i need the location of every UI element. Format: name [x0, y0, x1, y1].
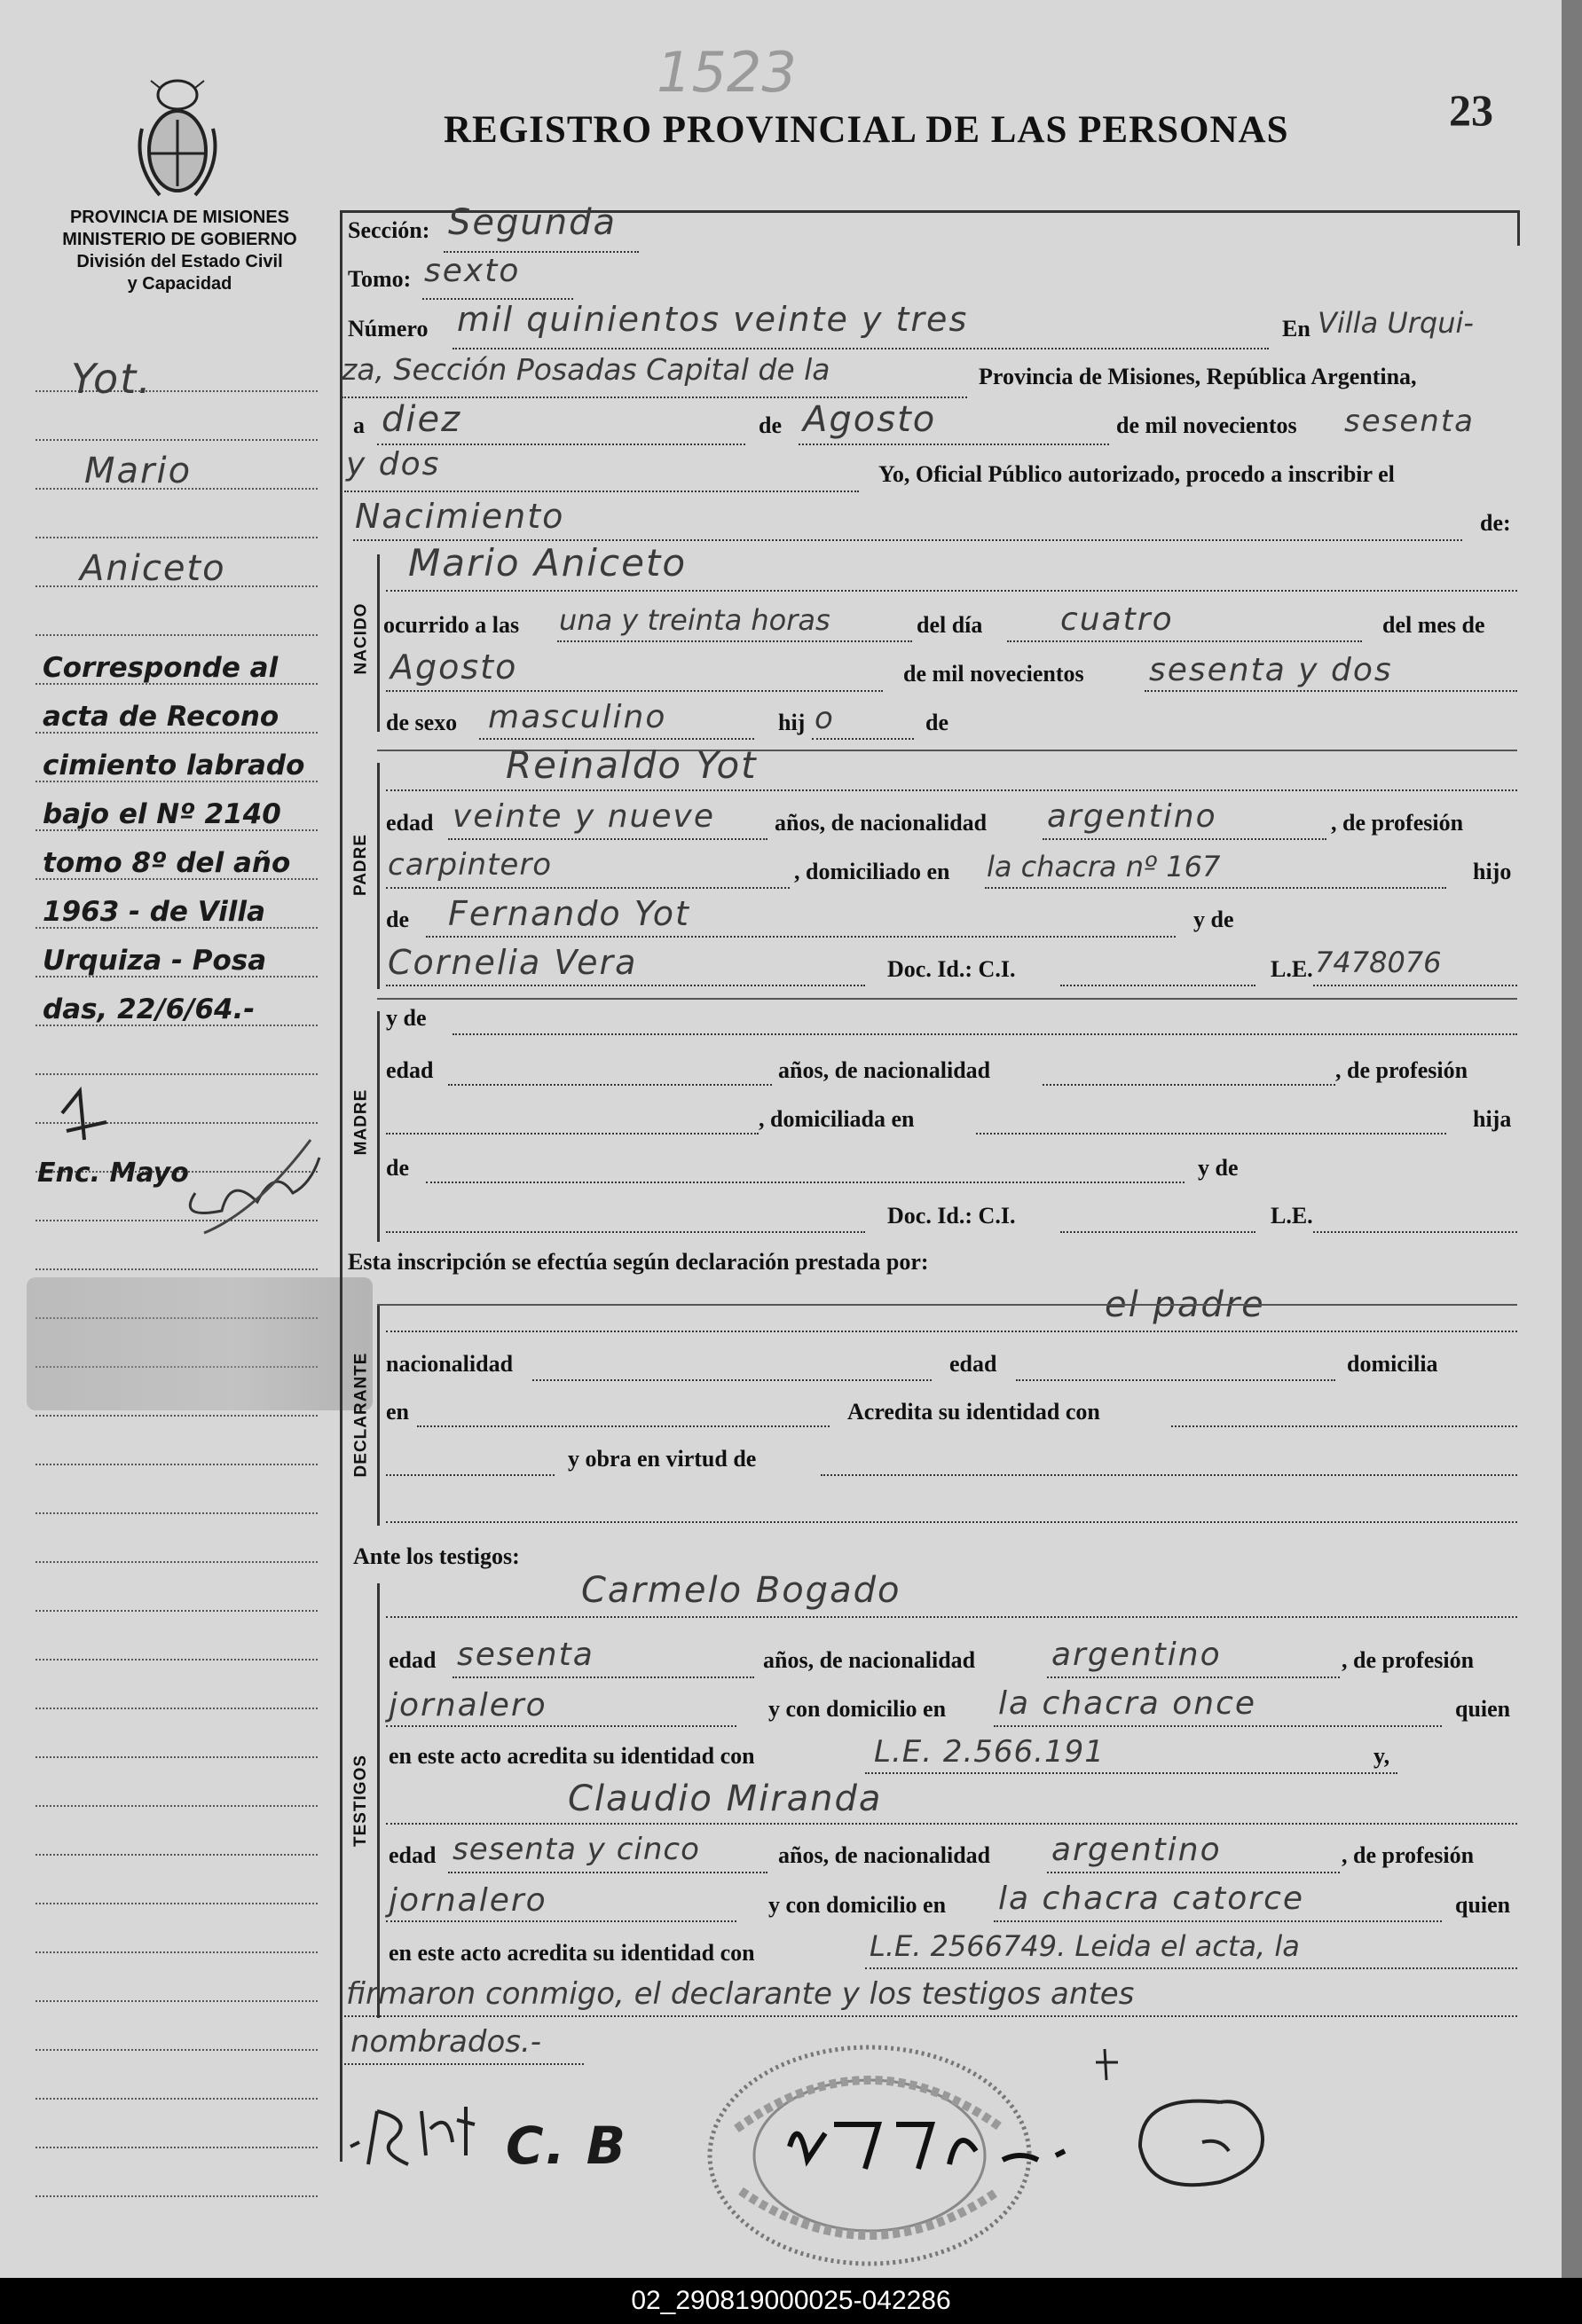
en-label: En — [1282, 316, 1310, 342]
padre-doc-label: Doc. Id.: C.I. — [887, 956, 1016, 982]
act-de-label: de: — [1480, 510, 1511, 536]
margin-name-1: Mario — [84, 451, 193, 491]
w1-prof: jornalero — [389, 1687, 547, 1723]
del-mes-label: del mes de — [1382, 612, 1485, 638]
witness-signature-1 — [342, 2102, 501, 2173]
w2-edad-label: edad — [389, 1842, 437, 1868]
declarante-by: el padre — [1105, 1284, 1265, 1325]
w1-id: L.E. 2.566.191 — [874, 1734, 1105, 1770]
padre-mother: Cornelia Vera — [388, 943, 638, 982]
officer-signature — [1087, 2040, 1291, 2200]
madre-de-label: de — [386, 1155, 409, 1181]
w2-name: Claudio Miranda — [568, 1778, 883, 1819]
w1-y-label: y, — [1373, 1743, 1390, 1769]
ocurrido-label: ocurrido a las — [383, 612, 520, 638]
en-value: Villa Urqui- — [1318, 306, 1474, 340]
padre-father: Fernando Yot — [448, 894, 690, 933]
page-edge — [1562, 0, 1582, 2278]
nacido-name: Mario Aniceto — [408, 541, 688, 585]
w2-id: L.E. 2566749. Leida el acta, la — [870, 1929, 1300, 1963]
seccion-value: Segunda — [448, 202, 617, 243]
madre-y-de-label: y de — [386, 1005, 427, 1031]
seccion-label: Sección: — [348, 217, 430, 243]
section-nacido: NACIDO — [351, 602, 371, 675]
w2-nat: argentino — [1051, 1832, 1222, 1868]
margin-name-2: Aniceto — [80, 548, 226, 589]
declarant-signature — [781, 2098, 1118, 2187]
padre-address: la chacra nº 167 — [987, 850, 1221, 883]
declarante-intro: Esta inscripción se efectúa según declaración prestada por: — [348, 1249, 929, 1275]
sexo-label: de sexo — [386, 710, 458, 735]
w1-nat: argentino — [1051, 1637, 1222, 1673]
margin-signature — [44, 1087, 328, 1237]
padre-hijo-label: hijo — [1473, 859, 1512, 884]
initials-signature: C. B — [506, 2116, 627, 2176]
w2-addr: la chacra catorce — [998, 1880, 1305, 1917]
padre-name: Reinaldo Yot — [506, 743, 758, 787]
w1-anos-label: años, de nacionalidad — [763, 1647, 976, 1673]
padre-le-label: L.E. — [1271, 956, 1313, 982]
nacido-day: cuatro — [1060, 601, 1174, 638]
margin-signoff: Enc. Mayo — [37, 1158, 189, 1189]
padre-le-value: 7478076 — [1315, 946, 1442, 979]
declarante-en-label: en — [386, 1399, 409, 1425]
madre-hija-label: hija — [1473, 1106, 1512, 1132]
w1-quien-label: quien — [1455, 1696, 1511, 1722]
section-declarante: DECLARANTE — [351, 1352, 371, 1478]
nacido-de-label: de — [925, 710, 948, 735]
padre-profesion-label: , de profesión — [1331, 810, 1464, 836]
closing-line-2: nombrados.- — [350, 2024, 542, 2060]
w1-edad-label: edad — [389, 1647, 437, 1673]
margin-note: Corresponde al acta de Recono cimiento labrado bajo el Nº 2140 tomo 8º del año 1963 - de Villa Urquiza - Posa das, 22/6/64.- — [43, 652, 305, 1025]
margin-surname: Yot. — [71, 355, 153, 403]
padre-anos-label: años, de nacionalidad — [775, 810, 988, 836]
scan-id-footer: 02_290819000025-042286 — [0, 2278, 1582, 2324]
w2-prof: jornalero — [389, 1882, 547, 1919]
province-text: Provincia de Misiones, República Argentina, — [979, 364, 1417, 389]
padre-edad-label: edad — [386, 810, 434, 836]
nacido-hour: una y treinta horas — [559, 603, 830, 637]
coat-of-arms-seal — [124, 75, 231, 208]
madre-doc-label: Doc. Id.: C.I. — [887, 1203, 1016, 1229]
closing-line-1: firmaron conmigo, el declarante y los testigos antes — [346, 1976, 1135, 2012]
section-madre: MADRE — [351, 1088, 371, 1156]
w2-anos-label: años, de nacionalidad — [778, 1842, 991, 1868]
madre-anos-label: años, de nacionalidad — [778, 1057, 991, 1083]
section-testigos: TESTIGOS — [351, 1754, 371, 1848]
nacido-sex: masculino — [488, 699, 667, 735]
padre-y-de-label: y de — [1193, 907, 1234, 932]
tomo-label: Tomo: — [348, 266, 412, 292]
numero-label: Número — [348, 316, 429, 342]
declarante-nacionalidad-label: nacionalidad — [386, 1351, 514, 1377]
year-cont: y dos — [346, 446, 441, 483]
declarante-domicilia-label: domicilia — [1347, 1351, 1438, 1377]
padre-age: veinte y nueve — [453, 798, 715, 835]
declarante-obra-label: y obra en virtud de — [568, 1446, 757, 1472]
madre-edad-label: edad — [386, 1057, 434, 1083]
de-label: de — [759, 412, 782, 438]
madre-y-de2-label: y de — [1198, 1155, 1239, 1181]
w2-quien-label: quien — [1455, 1892, 1511, 1918]
nacido-year: sesenta y dos — [1149, 652, 1393, 688]
institution-block: PROVINCIA DE MISIONES MINISTERIO DE GOBIERNO División del Estado Civil y Capacidad — [62, 208, 297, 294]
act-type: Nacimiento — [355, 497, 565, 536]
w2-domicilio-label: y con domicilio en — [768, 1892, 947, 1918]
w1-age: sesenta — [457, 1637, 594, 1673]
w1-profesion-label: , de profesión — [1342, 1647, 1475, 1673]
padre-nationality: argentino — [1047, 798, 1217, 835]
page-title: REGISTRO PROVINCIAL DE LAS PERSONAS — [444, 109, 1289, 151]
year-value: sesenta — [1344, 404, 1475, 439]
w2-age: sesenta y cinco — [453, 1832, 700, 1867]
margin-stamp — [27, 1277, 373, 1410]
tomo-value: sexto — [424, 253, 521, 289]
padre-domicilio-label: , domiciliado en — [794, 859, 950, 884]
del-dia-label: del día — [917, 612, 983, 638]
record-number-handwritten: 1523 — [657, 40, 797, 105]
day-value: diez — [382, 399, 462, 440]
w1-name: Carmelo Bogado — [581, 1570, 901, 1611]
nacido-month: Agosto — [390, 648, 518, 687]
section-padre: PADRE — [351, 833, 371, 897]
month-value: Agosto — [803, 399, 937, 440]
madre-le-label: L.E. — [1271, 1203, 1313, 1229]
madre-profesion-label: , de profesión — [1335, 1057, 1468, 1083]
madre-domiciliada-label: , domiciliada en — [759, 1106, 915, 1132]
declarante-edad-label: edad — [949, 1351, 997, 1377]
w1-domicilio-label: y con domicilio en — [768, 1696, 947, 1722]
declarante-acredita-label: Acredita su identidad con — [847, 1399, 1100, 1425]
year-label: de mil novecientos — [1116, 412, 1297, 438]
padre-profession: carpintero — [388, 847, 553, 883]
a-label: a — [353, 412, 365, 438]
place-cont: za, Sección Posadas Capital de la — [342, 352, 830, 387]
hij-suffix: o — [815, 701, 835, 736]
w2-acredita-label: en este acto acredita su identidad con — [389, 1940, 755, 1966]
page-number: 23 — [1449, 85, 1493, 135]
nacido-year-label: de mil novecientos — [903, 661, 1084, 687]
testigos-intro: Ante los testigos: — [353, 1543, 520, 1569]
w1-acredita-label: en este acto acredita su identidad con — [389, 1743, 755, 1769]
w1-addr: la chacra once — [998, 1685, 1257, 1722]
hij-label: hij — [778, 710, 806, 735]
w2-profesion-label: , de profesión — [1342, 1842, 1475, 1868]
oficial-text: Yo, Oficial Público autorizado, procedo a inscribir el — [878, 461, 1395, 487]
form-left-border — [340, 210, 342, 2162]
padre-de-label: de — [386, 907, 409, 932]
numero-value: mil quinientos veinte y tres — [457, 300, 969, 339]
